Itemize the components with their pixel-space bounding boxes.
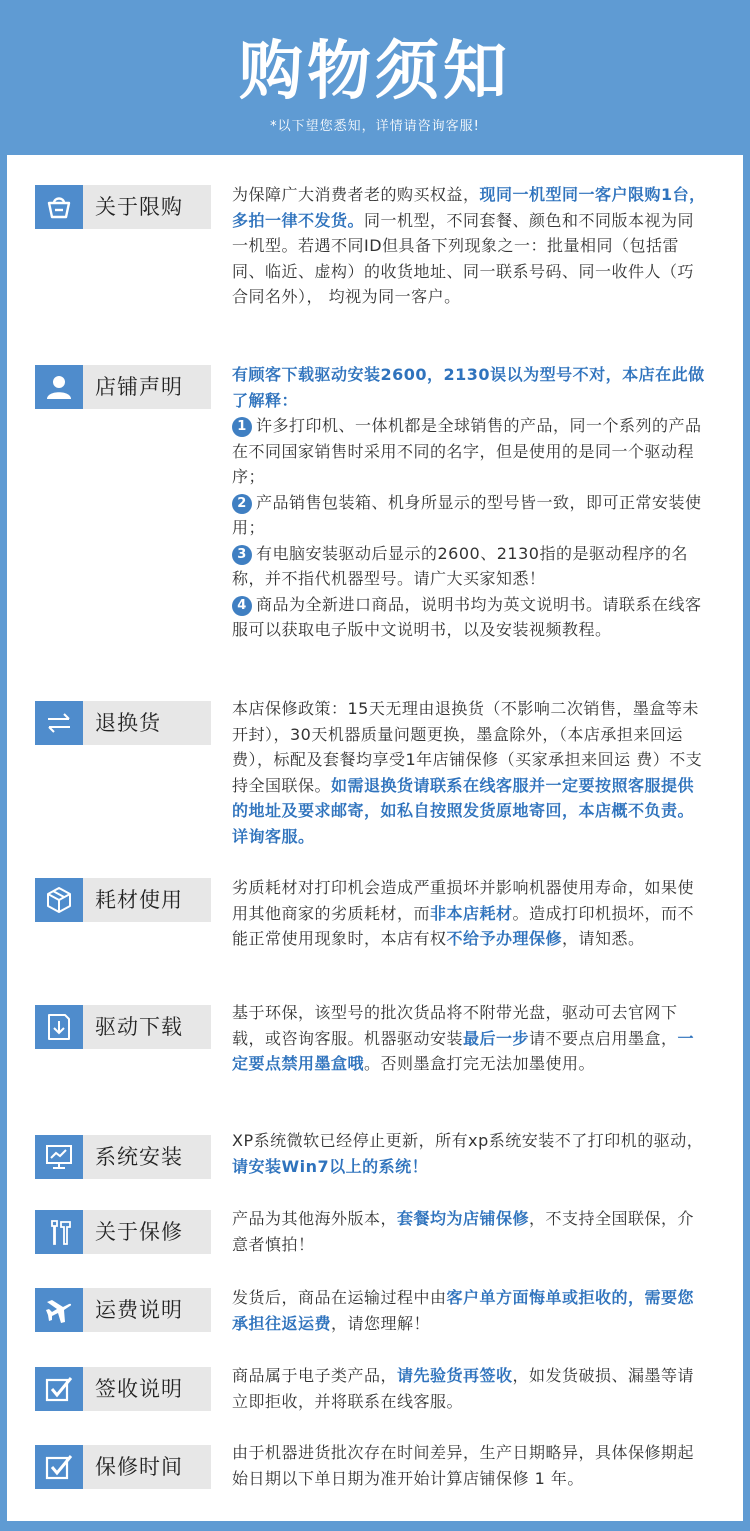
body-text-part: 基于环保，该型号的批次货品将不附带光盘，驱动可去官网下载，或咨询客服。机器驱动安装 (232, 1003, 678, 1048)
body-text-part: 。否则墨盒打完无法加墨使用。 (364, 1054, 596, 1073)
section-label (35, 701, 211, 745)
statement-item-text: 有电脑安装驱动后显示的2600、2130指的是驱动程序的名称，并不指代机器型号。请广大买家知悉！ (232, 543, 688, 588)
body-text-part: 由于机器进货批次存在时间差异，生产日期略异，具体保修期起始日期以下单日期为准开始计算店铺保修 1 年。 (232, 1443, 695, 1488)
page-title: 购物须知 (239, 35, 511, 109)
section-label (35, 1135, 211, 1179)
section-body (232, 1285, 710, 1336)
user-icon (35, 365, 83, 409)
body-text-part: XP系统微软已经停止更新，所有xp系统安装不了打印机的驱动， (232, 1131, 704, 1150)
section-label-text: 签收说明 (95, 1377, 183, 1401)
body-text-part: 本店保修政策：15天无理由退换货（不影响二次销售，墨盒等未开封），30天机器质量问题更换，墨盒除外，（本店承担来回运费），标配及套餐均享受1年店铺保修（买家承担来回运 费）不支持全国联保。 (232, 699, 703, 795)
statement-intro: 有顾客下载驱动安装2600，2130误以为型号不对，本店在此做了解释： (232, 365, 705, 410)
section-body (232, 875, 710, 952)
body-highlight: 现同一机型同一客户限购1台，多拍一律不发货。 (232, 185, 706, 230)
statement-item-3 (232, 541, 710, 592)
section-label-text: 关于限购 (95, 195, 183, 219)
section-body (232, 1000, 710, 1077)
body-text-part: 同一机型，不同套餐、颜色和不同版本视为同一机型。若遇不同ID但具备下列现象之一：批量相同（包括雷同、临近、虚构）的收货地址、同一联系号码、同一收件人（巧合同名外）， 均视为同一客户。 (232, 210, 695, 306)
body-highlight: 如需退换货请联系在线客服并一定要按照客服提供的地址及要求邮寄，如私自按照发货原地寄回，本店概不负责。详询客服。 (232, 775, 695, 846)
section-body (232, 1363, 710, 1414)
body-highlight: 套餐均为店铺保修 (397, 1209, 530, 1228)
number-badge: 4 (232, 596, 252, 616)
body-text-part: 为保障广大消费者老的购买权益， (232, 185, 480, 204)
statement-item-text: 许多打印机、一体机都是全球销售的产品，同一个系列的产品在不同国家销售时采用不同的名字，但是使用的是同一个驱动程序； (232, 416, 702, 486)
basket-icon (35, 185, 83, 229)
body-highlight: 最后一步 (463, 1028, 530, 1048)
section-label-text: 耗材使用 (95, 888, 183, 912)
section-body (232, 1206, 710, 1257)
section-label-text: 保修时间 (95, 1455, 183, 1479)
page-subtitle: *以下望您悉知，详情请咨询客服! (270, 119, 480, 134)
body-text-part: ，不支持全国联保，介意者慎拍！ (232, 1209, 695, 1254)
section-label-text: 退换货 (95, 711, 161, 735)
package-icon (35, 878, 83, 922)
monitor-icon (35, 1135, 83, 1179)
body-text-part: 。造成打印机损坏，而不能正常使用现象时，本店有权 (232, 903, 695, 948)
section-label-text: 关于保修 (95, 1220, 183, 1244)
section-label (35, 878, 211, 922)
body-text-part: 劣质耗材对打印机会造成严重损坏并影响机器使用寿命，如果使用其他商家的劣质耗材，而 (232, 878, 695, 923)
body-text-part: ，请您理解！ (331, 1313, 431, 1333)
section-body (232, 182, 710, 310)
body-text-part: 请不要点启用墨盒， (529, 1028, 678, 1048)
section-label (35, 1210, 211, 1254)
download-icon (35, 1005, 83, 1049)
statement-item-text: 商品为全新进口商品，说明书均为英文说明书。请联系在线客服可以获取电子版中文说明书，以及安装视频教程。 (232, 594, 702, 639)
checkbox-icon (35, 1445, 83, 1489)
statement-item-4 (232, 592, 710, 643)
number-badge: 1 (232, 417, 252, 437)
section-label-text: 驱动下载 (95, 1015, 183, 1039)
notice-card (7, 155, 743, 1521)
body-highlight: 客户单方面悔单或拒收的，需要您承担往返运费 (232, 1288, 695, 1333)
section-label (35, 1367, 211, 1411)
section-body (232, 696, 710, 849)
section-body (232, 1440, 710, 1491)
body-text-part: 产品为其他海外版本， (232, 1209, 398, 1228)
body-text-part: ，请知悉。 (562, 929, 645, 948)
statement-item-1 (232, 413, 710, 490)
section-label (35, 185, 211, 229)
section-label-text: 系统安装 (95, 1145, 183, 1169)
section-label-text: 运费说明 (95, 1298, 183, 1322)
statement-item-text: 产品销售包装箱、机身所显示的型号皆一致，即可正常安装使用； (232, 492, 702, 537)
section-label (35, 1288, 211, 1332)
body-highlight: 不给予办理保修 (446, 929, 563, 948)
body-text-part: 商品属于电子类产品， (232, 1366, 398, 1385)
body-text-part: ，如发货破损、漏墨等请立即拒收，并将联系在线客服。 (232, 1366, 695, 1411)
section-body (232, 1128, 710, 1179)
section-label (35, 1005, 211, 1049)
section-label (35, 365, 211, 409)
body-highlight: 请先验货再签收 (397, 1366, 513, 1385)
number-badge: 2 (232, 494, 252, 514)
exchange-arrows-icon (35, 701, 83, 745)
airplane-icon (35, 1288, 83, 1332)
checkbox-icon (35, 1367, 83, 1411)
body-highlight: 请安装Win7以上的系统！ (232, 1156, 429, 1176)
body-highlight: 非本店耗材 (430, 903, 513, 923)
body-highlight: 一定要点禁用墨盒哦 (232, 1028, 695, 1073)
number-badge: 3 (232, 545, 252, 565)
body-text-part: 发货后，商品在运输过程中由 (232, 1288, 447, 1307)
section-body (232, 362, 710, 643)
section-label-text: 店铺声明 (95, 375, 183, 399)
page-header (0, 0, 750, 155)
section-label (35, 1445, 211, 1489)
statement-item-2 (232, 490, 710, 541)
tools-icon (35, 1210, 83, 1254)
